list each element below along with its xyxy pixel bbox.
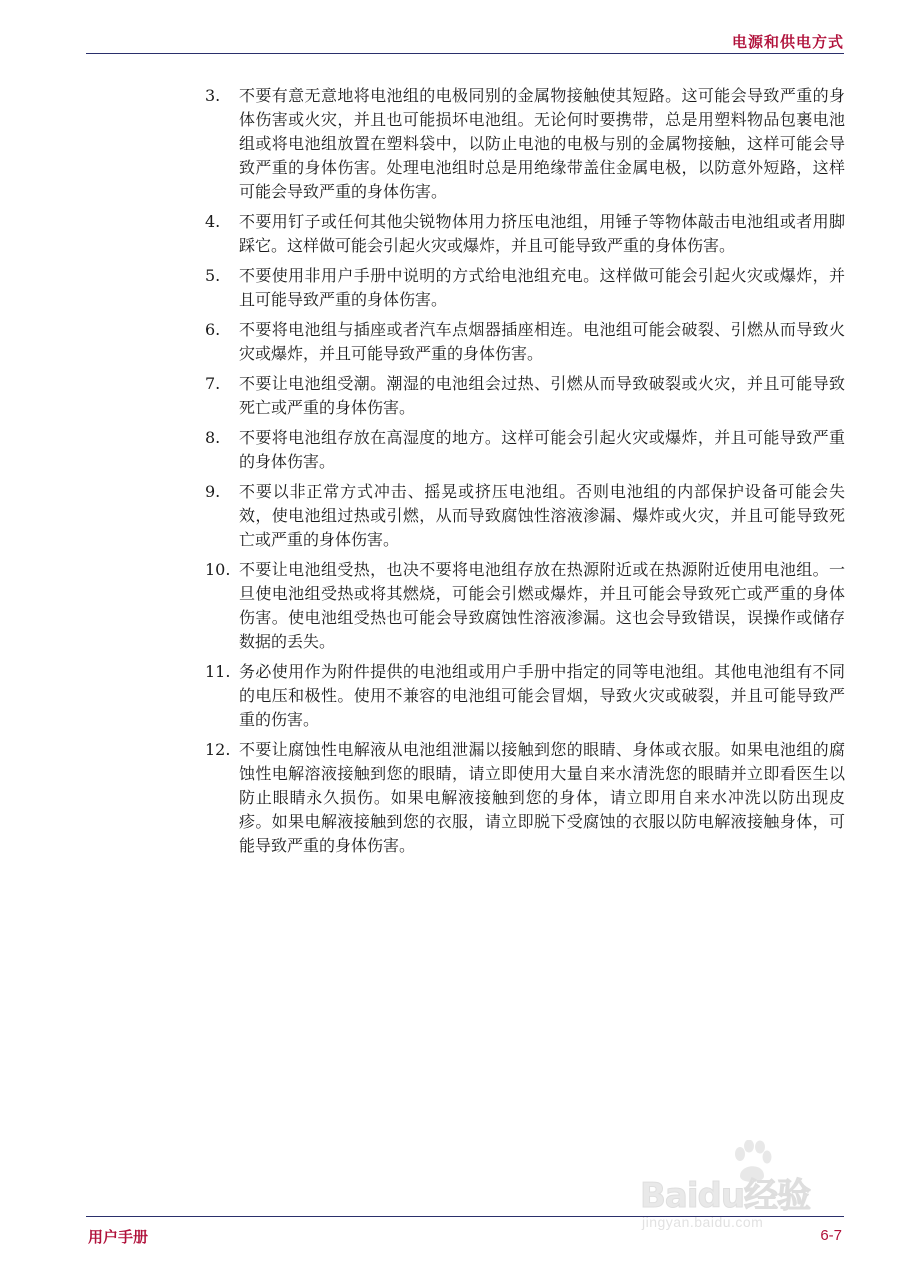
list-item (205, 210, 845, 258)
item-text: 不要使用非用户手册中说明的方式给电池组充电。这样做可能会引起火灾或爆炸，并且可能导致严重的身体伤害。 (239, 266, 845, 309)
list-item (205, 318, 845, 366)
item-text: 不要将电池组与插座或者汽车点烟器插座相连。电池组可能会破裂、引燃从而导致火灾或爆炸，并且可能导致严重的身体伤害。 (239, 320, 845, 363)
item-number: 7. (205, 374, 221, 393)
item-text: 不要有意无意地将电池组的电极同别的金属物接触使其短路。这可能会导致严重的身体伤害或火灾，并且也可能损坏电池组。无论何时要携带，总是用塑料物品包裹电池组或将电池组放置在塑料袋中，以防止电池的电极与别的金属物接触，这样可能会导致严重的身体伤害。处理电池组时总是用绝缘带盖住金属电极，以防意外短路，这样可能会导致严重的身体伤害。 (239, 86, 845, 201)
item-number: 5. (205, 266, 221, 285)
item-number: 10. (205, 560, 231, 579)
list-item (205, 738, 845, 858)
item-number: 3. (205, 86, 221, 105)
item-number: 6. (205, 320, 221, 339)
list-item (205, 264, 845, 312)
item-number: 11. (205, 662, 231, 681)
list-item (205, 426, 845, 474)
list-item (205, 480, 845, 552)
item-text: 务必使用作为附件提供的电池组或用户手册中指定的同等电池组。其他电池组有不同的电压和极性。使用不兼容的电池组可能会冒烟，导致火灾或破裂，并且可能导致严重的伤害。 (239, 662, 845, 729)
item-text: 不要让电池组受热，也决不要将电池组存放在热源附近或在热源附近使用电池组。一旦使电池组受热或将其燃烧，可能会引燃或爆炸，并且可能会导致死亡或严重的身体伤害。使电池组受热也可能会导致腐蚀性溶液渗漏。这也会导致错误，误操作或储存数据的丢失。 (239, 560, 845, 651)
header-divider (86, 53, 844, 54)
page-number: 6-7 (820, 1227, 842, 1244)
watermark-url: jingyan.baidu.com (642, 1214, 764, 1230)
footer-divider (86, 1216, 844, 1217)
item-text: 不要让电池组受潮。潮湿的电池组会过热、引燃从而导致破裂或火灾，并且可能导致死亡或严重的身体伤害。 (239, 374, 845, 417)
item-text: 不要用钉子或任何其他尖锐物体用力挤压电池组，用锤子等物体敲击电池组或者用脚踩它。这样做可能会引起火灾或爆炸，并且可能导致严重的身体伤害。 (239, 212, 845, 255)
list-item (205, 558, 845, 654)
item-text: 不要将电池组存放在高湿度的地方。这样可能会引起火灾或爆炸，并且可能导致严重的身体伤害。 (239, 428, 845, 471)
list-item (205, 372, 845, 420)
list-item (205, 84, 845, 204)
item-text: 不要以非正常方式冲击、摇晃或挤压电池组。否则电池组的内部保护设备可能会失效，使电池组过热或引燃，从而导致腐蚀性溶液渗漏、爆炸或火灾，并且可能导致死亡或严重的身体伤害。 (239, 482, 845, 549)
manual-title: 用户手册 (88, 1228, 149, 1246)
item-number: 8. (205, 428, 221, 447)
section-title: 电源和供电方式 (731, 33, 844, 51)
item-number: 12. (205, 740, 231, 759)
item-number: 4. (205, 212, 221, 231)
item-text: 不要让腐蚀性电解液从电池组泄漏以接触到您的眼睛、身体或衣服。如果电池组的腐蚀性电解溶液接触到您的眼睛，请立即使用大量自来水清洗您的眼睛并立即看医生以防止眼睛永久损伤。如果电解液接触到您的身体，请立即用自来水冲洗以防出现皮疹。如果电解液接触到您的衣服，请立即脱下受腐蚀的衣服以防电解液接触身体，可能导致严重的身体伤害。 (239, 740, 845, 855)
item-number: 9. (205, 482, 221, 501)
watermark-logo: Baidu经验 (640, 1176, 811, 1216)
list-item (205, 660, 845, 732)
safety-list (205, 84, 845, 864)
